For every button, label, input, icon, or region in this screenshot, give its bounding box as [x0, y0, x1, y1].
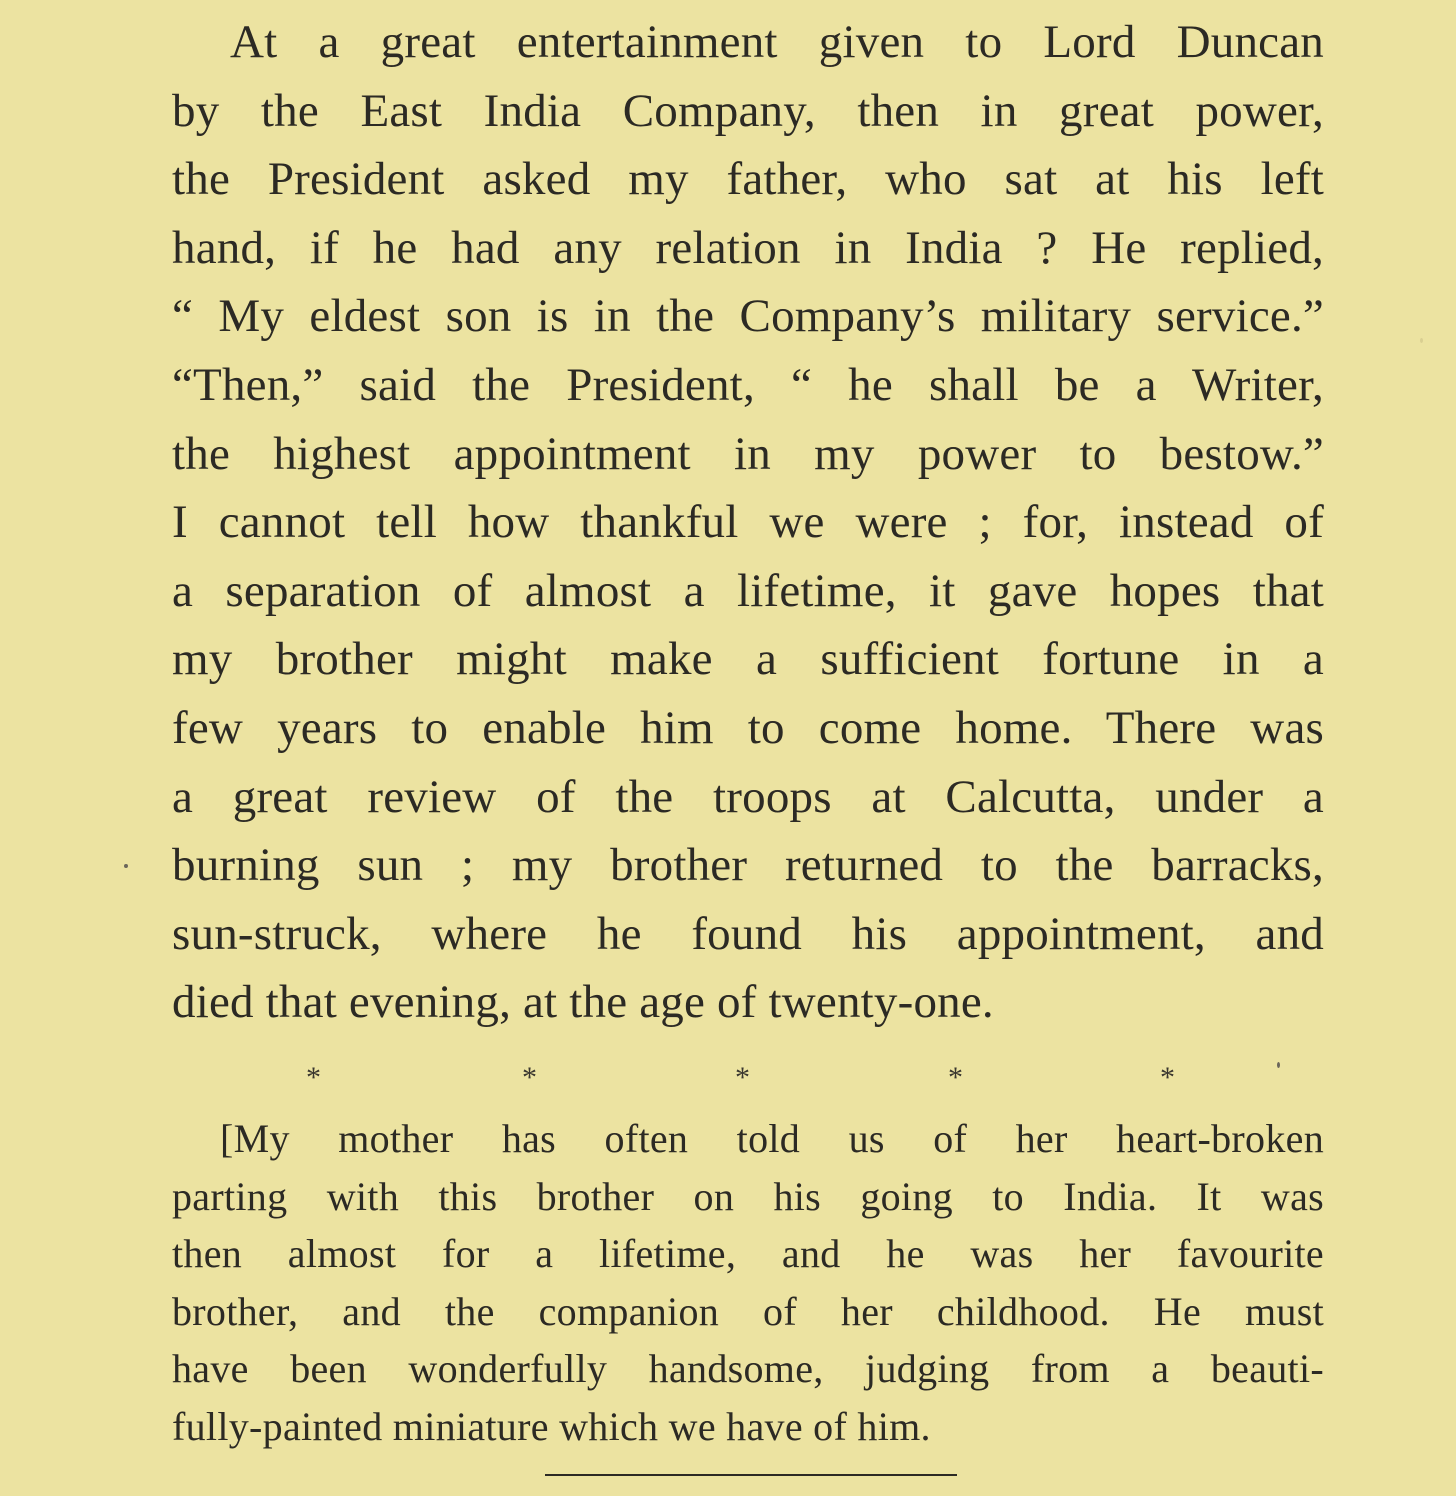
- text-line: by the East India Company, then in great power,: [172, 84, 1324, 137]
- main-paragraph: [172, 8, 1324, 1037]
- text-line: the highest appointment in my power to bestow.”: [172, 427, 1324, 480]
- text-line: “ My eldest son is in the Company’s military service.”: [172, 290, 1324, 343]
- print-speck: [1277, 1062, 1280, 1068]
- text-line: fully-painted miniature which we have of him.: [172, 1403, 931, 1449]
- text-line: “Then,” said the President, “ he shall be a Writer,: [172, 358, 1324, 411]
- asterisk-ornament: *: [735, 1061, 750, 1094]
- closing-rule: [545, 1474, 957, 1476]
- asterisk-ornament: *: [1160, 1061, 1175, 1094]
- text-line: [My mother has often told us of her heart-broken: [220, 1116, 1324, 1161]
- note-paragraph: [172, 1110, 1324, 1455]
- text-line: then almost for a lifetime, and he was her favourite: [172, 1231, 1324, 1276]
- text-line: the President asked my father, who sat at his left: [172, 153, 1324, 206]
- text-line: brother, and the companion of her childhood. He must: [172, 1288, 1324, 1334]
- text-line: burning sun ; my brother returned to the barracks,: [172, 839, 1324, 892]
- asterisk-ornament: *: [306, 1061, 321, 1094]
- text-line: At a great entertainment given to Lord Duncan: [230, 16, 1324, 68]
- text-line: few years to enable him to come home. There was: [172, 701, 1324, 754]
- text-line: parting with this brother on his going to India. It was: [172, 1173, 1324, 1219]
- text-line: a separation of almost a lifetime, it gave hopes that: [172, 564, 1324, 617]
- asterisk-ornament: *: [948, 1061, 963, 1094]
- section-break: [0, 1058, 1456, 1098]
- text-line: I cannot tell how thankful we were ; for, instead of: [172, 496, 1324, 549]
- text-line: died that evening, at the age of twenty-one.: [172, 976, 994, 1029]
- text-line: sun-struck, where he found his appointment, and: [172, 907, 1324, 960]
- asterisk-ornament: *: [522, 1061, 537, 1094]
- text-line: a great review of the troops at Calcutta, under a: [172, 770, 1324, 823]
- print-speck: [124, 864, 128, 868]
- print-speck: [1420, 338, 1423, 343]
- text-line: hand, if he had any relation in India ? He replied,: [172, 221, 1324, 274]
- text-line: my brother might make a sufficient fortune in a: [172, 633, 1324, 686]
- text-line: have been wonderfully handsome, judging from a beauti-: [172, 1346, 1324, 1391]
